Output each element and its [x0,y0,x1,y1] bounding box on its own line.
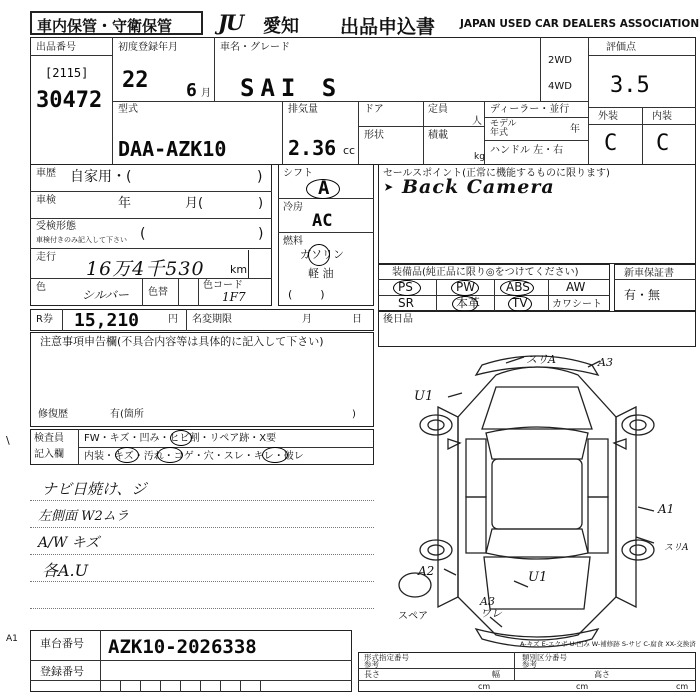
equip-abs: ABS [506,280,530,294]
sales-point-label: セールスポイント(正常に機能するものに限ります) [383,168,610,179]
displacement-unit: cc [343,144,356,157]
displacement-label: 排気量 [288,104,318,115]
equipment-label: 装備品(純正品に限り◎をつけてください) [392,267,579,278]
fuel-diesel: 軽 油 [308,267,334,280]
warranty-value: 有・無 [624,288,661,302]
equip-pw: PW [456,280,476,294]
ju-logo [218,10,262,34]
ac-value: AC [312,211,333,231]
inspector-note-2: 左側面 W2ムラ [38,509,129,524]
inspection-year: 年 [118,196,132,211]
grade-label: 評価点 [606,42,636,53]
shape-label: 形状 [364,130,384,141]
model-year-label: モデル 年式 [490,119,517,138]
door-label: ドア [364,104,384,115]
storage-badge: 車内保管・守衛保管 [30,11,203,35]
lot-number: 30472 [36,88,103,113]
fuel-gas-circle [308,244,330,266]
inspector-note-4: 各A.U [42,561,89,580]
height-unit: cm [676,682,689,691]
recycle-value: 15,210 [74,310,140,331]
load-label: 積載 [428,130,448,141]
repair-label: 修復歴 [38,409,68,420]
inspection-month: 月( [185,196,204,211]
form-title: 出品申込書 [340,16,436,38]
registration-label: 初度登録年月 [118,42,178,53]
model-name-label: 車名・グレード [220,42,290,53]
ju-logo-mark: JU [218,10,243,35]
lot-number-label: 出品番号 [36,42,76,53]
displacement-value: 2.36 [288,136,337,160]
inspector-circle-scratch [115,447,139,463]
inspection-close: ) [258,196,264,211]
inspector-label-2: 記入欄 [34,449,64,460]
mileage-unit: km [230,263,248,276]
inspector-note-3: A/W キズ [38,535,100,551]
diagram-note-6: A2 [418,564,435,578]
spare-label: スペア [398,611,428,622]
shift-label: シフト [283,168,313,179]
expiry-month: 月 [302,314,312,325]
sales-point-value: Back Camera [402,176,555,198]
equip-seat: カワシート [552,299,602,310]
expiry-day: 日 [352,314,362,325]
width-unit: cm [576,682,589,691]
association-name: JAPAN USED CAR DEALERS ASSOCIATION [460,18,700,30]
inspector-label-1: 検査員 [34,433,64,444]
ac-label: 冷房 [283,202,303,213]
diagram-note-2: A3 [598,356,613,369]
color-label: 色 [36,282,46,293]
diagram-note-5: スリA [664,543,689,553]
equip-ps: PS [398,280,413,294]
year-unit: 年 [570,124,580,135]
sales-point-arrow: ➤ [384,178,394,197]
damage-legend: A-キズ E-エクボ U-凹み W-補修跡 S-サビ C-腐食 XX-交換済 [520,640,696,648]
color-value: シルバー [82,288,129,302]
history-close: ) [257,169,263,185]
mileage-value: 16万4千530 [86,258,205,280]
registration-month: 6 [186,80,197,101]
format-label: 形式指定番号 参考 [364,653,409,669]
width-label: 幅 [492,670,500,679]
inspector-circle-dent [170,430,192,446]
repair-value: 有(箇所 [110,409,144,420]
fuel-other: ( ) [288,288,325,301]
inspection-label: 車検 [36,195,56,206]
shift-value: A [318,177,330,199]
chassis-number: AZK10-2026338 [108,636,257,658]
color-swap-label: 色替 [148,287,168,298]
load-unit: kg [474,152,485,162]
color-code: 1F7 [222,290,246,304]
capacity-label: 定員 [428,104,448,115]
equip-pw-circle [451,280,479,296]
equip-abs-circle [500,280,534,296]
equip-ps-circle [393,280,421,296]
rear-item-label: 後日品 [383,314,413,325]
diagram-note-3: U1 [414,389,434,404]
diagram-note-7: U1 [528,570,548,585]
logo-text: 愛知 [263,16,299,37]
grade-score: 3.5 [610,73,650,98]
registration-month-unit: 月 [201,88,211,99]
registration-year: 22 [122,68,149,93]
diagram-note-1: スリA [526,353,556,366]
rear-item-frame [378,311,696,347]
dealer-label: ディーラー・並行 [490,104,570,115]
color-code-label: 色コード [203,280,243,291]
expiry-label: 名変期限 [192,314,232,325]
notes-label: 注意事項申告欄(不具合内容等は具体的に記入して下さい) [40,335,324,348]
exterior-label: 外装 [598,111,618,122]
model-type: DAA-AZK10 [118,137,227,161]
fuel-gas: ガソリン [300,248,344,261]
reg-label: 登録番号 [40,665,84,678]
height-label: 高さ [594,670,610,679]
type-class-label: 類別区分番号 参考 [522,653,567,669]
handle-label: ハンドル 左・右 [490,145,564,156]
length-unit: cm [478,682,491,691]
interior-grade: C [656,131,670,156]
mileage-label: 走行 [36,252,56,263]
recycle-label: R券 [36,314,53,325]
form-sub-label: 車検付きのみ記入して下さい [36,236,127,244]
exterior-grade: C [604,131,618,156]
warranty-label: 新車保証書 [624,268,674,279]
repair-close: ) [352,409,356,420]
equip-sr: SR [398,296,414,310]
history-label: 車歴 [36,168,56,179]
model-name: SAI S [240,74,343,102]
equip-tv-circle [508,296,532,312]
interior-label: 内装 [652,111,672,122]
lot-sub-number: [2115] [45,66,89,80]
length-label: 長さ [364,670,380,679]
inspector-circle-rub [262,447,288,463]
chassis-label: 車台番号 [40,637,84,650]
equip-aw: AW [566,280,586,294]
diagram-note-8: A3 ワレ [480,595,502,620]
inspector-circle-stain [157,447,183,463]
equip-tv: TV [512,296,528,310]
equip-leather-circle [452,296,481,312]
margin-tick: \ [6,434,10,447]
drive-2wd: 2WD [548,55,572,66]
chassis-margin-mark: A1 [6,634,18,644]
form-open: ( [140,226,146,242]
history-value: 自家用・( [70,169,132,185]
drive-4wd: 4WD [548,81,572,92]
inspector-row-1: FW・キズ・凹み・ヒビ割・リペア跡・X要 [84,433,277,444]
diagram-note-4: A1 [658,502,675,516]
type-label: 型式 [118,104,138,115]
fuel-label: 燃料 [283,236,303,247]
inspector-row-2: 内装・キズ・汚れ・コゲ・穴・スレ・キレ・破レ [84,451,304,462]
recycle-unit: 円 [168,314,178,325]
form-close: ) [258,226,264,242]
form-label: 受検形態 [36,221,76,232]
inspector-note-1: ナビ日焼け、ジ [42,480,147,498]
equip-leather: 本革 [456,296,481,310]
capacity-unit: 人 [472,116,482,127]
shift-circle [306,179,340,199]
